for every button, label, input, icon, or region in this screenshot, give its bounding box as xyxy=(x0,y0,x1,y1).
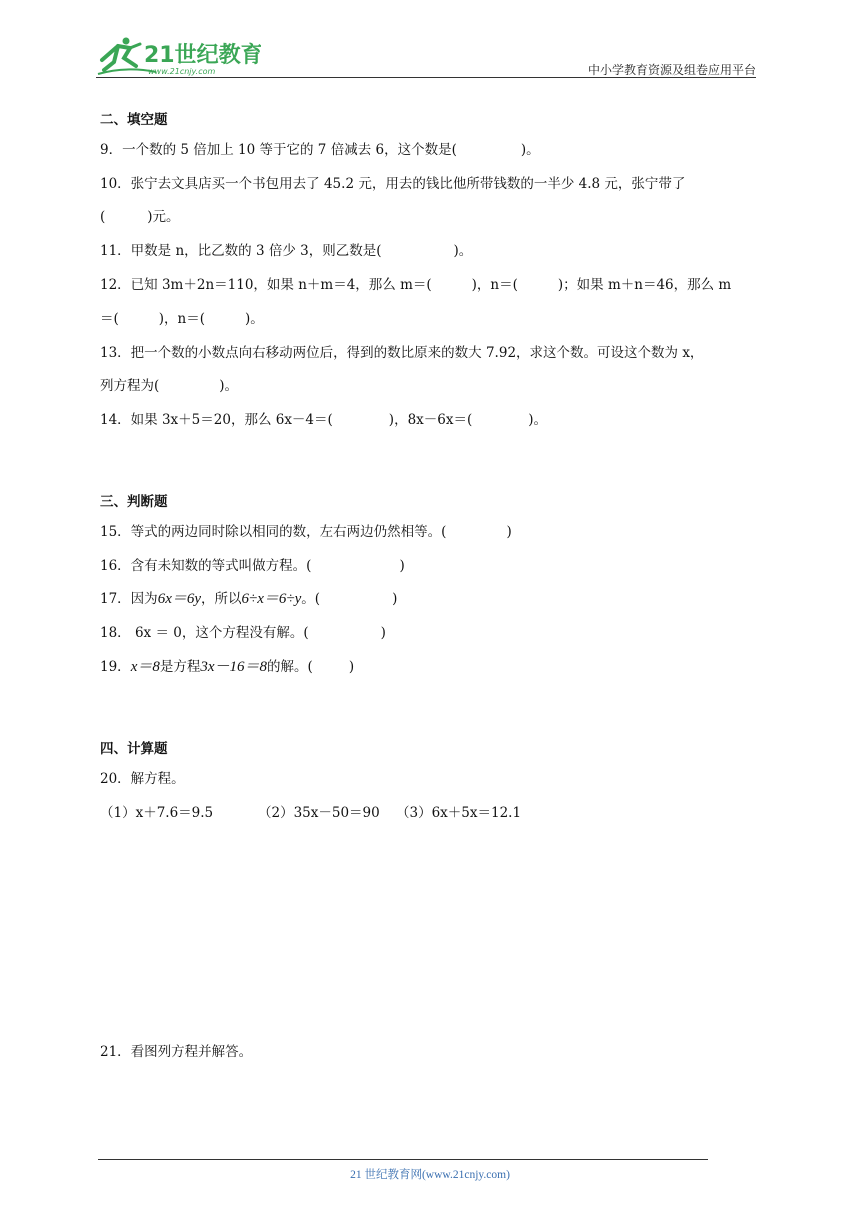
header-platform-text: 中小学教育资源及组卷应用平台 xyxy=(587,63,756,77)
question-15: 15．等式的两边同时除以相同的数，左右两边仍然相等。( ) xyxy=(100,524,512,540)
equation-text: 3x－16＝8 xyxy=(200,659,268,675)
question-18: 18． 6x ＝ 0，这个方程没有解。( ) xyxy=(100,625,386,641)
section-judge-title: 三、判断题 xyxy=(100,494,168,510)
question-10-line1: 10．张宁去文具店买一个书包用去了 45.2 元，用去的钱比他所带钱数的一半少 4.8 元，张宁带了 xyxy=(100,176,686,192)
header-divider xyxy=(96,77,756,78)
question-20-part1: （1）x＋7.6＝9.5 xyxy=(100,805,214,821)
section-fill-title: 二、填空题 xyxy=(100,112,168,128)
question-13-line1: 13．把一个数的小数点向右移动两位后，得到的数比原来的数大 7.92，求这个数。可设这个数为 x， xyxy=(100,345,704,361)
runner-logo-icon xyxy=(96,36,261,80)
question-20-part2: （2）35x－50＝90 xyxy=(258,805,380,821)
question-17: 17．因为6x＝6y，所以6÷x＝6÷y。( ) xyxy=(100,591,398,607)
svg-text:www.21cnjy.com: www.21cnjy.com xyxy=(148,67,216,76)
question-13-line2: 列方程为( )。 xyxy=(100,378,239,394)
question-14: 14．如果 3x＋5＝20，那么 6x－4＝( )，8x－6x＝( )。 xyxy=(100,412,548,428)
question-19: 19．x＝8是方程3x－16＝8的解。( ) xyxy=(100,659,355,675)
section-calc-title: 四、计算题 xyxy=(100,741,168,757)
question-12-line2: ＝( )，n＝( )。 xyxy=(100,311,264,327)
question-20-title: 20．解方程。 xyxy=(100,771,185,787)
footer-link[interactable]: 21 世纪教育网(www.21cnjy.com) xyxy=(350,1169,510,1181)
equation-text: x＝8 xyxy=(130,659,160,675)
svg-text:21世纪教育: 21世纪教育 xyxy=(144,43,261,68)
question-10-line2: ( )元。 xyxy=(100,209,180,225)
question-20-part3: （3）6x＋5x＝12.1 xyxy=(396,805,522,821)
question-11: 11．甲数是 n，比乙数的 3 倍少 3，则乙数是( )。 xyxy=(100,243,473,259)
question-9: 9．一个数的 5 倍加上 10 等于它的 7 倍减去 6，这个数是( )。 xyxy=(100,142,540,158)
footer-divider xyxy=(98,1159,708,1160)
equation-text: 6÷x＝6÷y xyxy=(241,591,302,607)
question-16: 16．含有未知数的等式叫做方程。( ) xyxy=(100,558,405,574)
question-21-title: 21．看图列方程并解答。 xyxy=(100,1044,253,1060)
site-logo xyxy=(96,36,261,80)
question-12-line1: 12．已知 3m＋2n＝110，如果 n＋m＝4，那么 m＝( )，n＝( )；如果 m＋n＝46，那么 m xyxy=(100,277,732,293)
equation-text: 6x＝6y xyxy=(157,591,202,607)
